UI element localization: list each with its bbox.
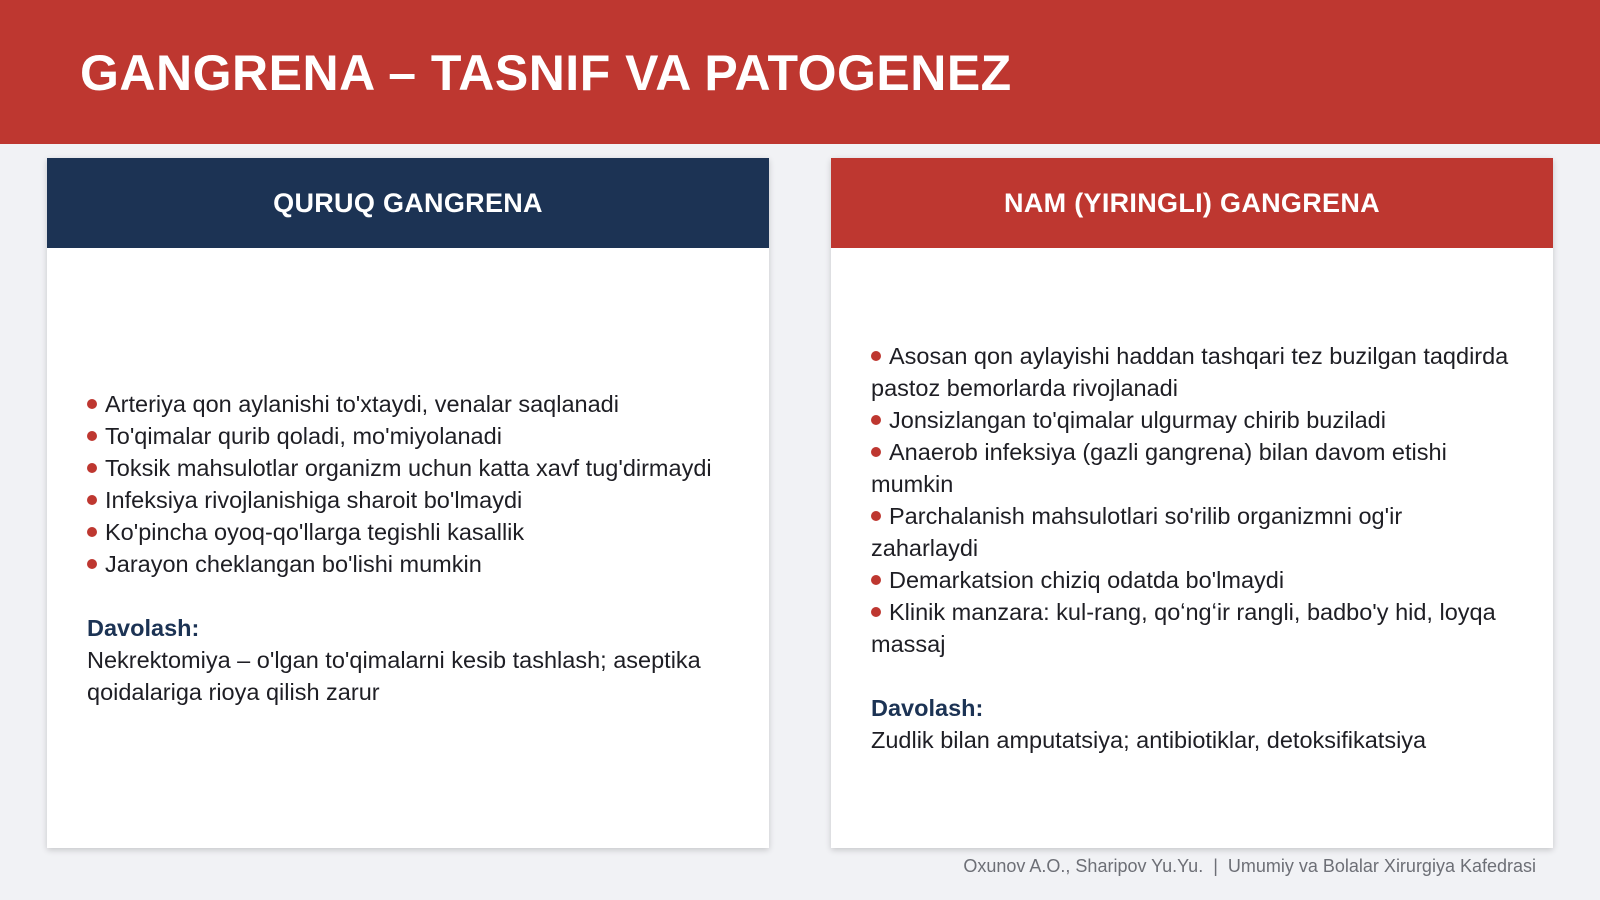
dry-gangrene-card xyxy=(47,158,769,848)
wet-treatment-text: Zudlik bilan amputatsiya; antibiotiklar, detoksifikatsiya xyxy=(871,727,1427,753)
wet-gangrene-heading: NAM (YIRINGLI) GANGRENA xyxy=(831,158,1553,248)
list-item: Anaerob infeksiya (gazli gangrena) bilan davom etishi mumkin xyxy=(871,439,1447,497)
bullet-dot-icon xyxy=(87,463,97,473)
bullet-dot-icon xyxy=(871,415,881,425)
bullet-dot-icon xyxy=(87,495,97,505)
bullet-dot-icon xyxy=(87,559,97,569)
wet-gangrene-list xyxy=(871,340,1513,660)
bullet-dot-icon xyxy=(87,431,97,441)
list-item: Jonsizlangan to'qimalar ulgurmay chirib buziladi xyxy=(871,404,1513,436)
slide-title: GANGRENA – TASNIF VA PATOGENEZ xyxy=(80,45,1012,101)
list-item: Klinik manzara: kul-rang, qoʻngʻir rangli, badbo'y hid, loyqa massaj xyxy=(871,599,1496,657)
bullet-dot-icon xyxy=(871,351,881,361)
list-item: Asosan qon aylayishi haddan tashqari tez buzilgan taqdirda pastoz bemorlarda rivojlanadi xyxy=(871,343,1509,401)
bullet-dot-icon xyxy=(87,527,97,537)
bullet-dot-icon xyxy=(871,511,881,521)
list-item: Demarkatsion chiziq odatda bo'lmaydi xyxy=(871,564,1513,596)
list-item: Jarayon cheklangan bo'lishi mumkin xyxy=(87,548,729,580)
dry-gangrene-heading: QURUQ GANGRENA xyxy=(47,158,769,248)
footer-department: Umumiy va Bolalar Xirurgiya Kafedrasi xyxy=(1227,856,1536,876)
footer-separator: | xyxy=(1213,856,1218,876)
list-item: Arteriya qon aylanishi to'xtaydi, venalar saqlanadi xyxy=(87,388,729,420)
wet-treatment-label: Davolash: xyxy=(871,695,984,721)
list-item: Parchalanish mahsulotlari so'rilib organizmni og'ir zaharlaydi xyxy=(871,503,1403,561)
list-item: Toksik mahsulotlar organizm uchun katta xavf tug'dirmaydi xyxy=(87,452,729,484)
dry-gangrene-body xyxy=(87,248,729,848)
title-banner xyxy=(0,0,1600,144)
bullet-dot-icon xyxy=(871,447,881,457)
footer-authors: Oxunov A.O., Sharipov Yu.Yu. xyxy=(963,856,1204,876)
wet-gangrene-body xyxy=(871,248,1513,848)
list-item: To'qimalar qurib qoladi, mo'miyolanadi xyxy=(87,420,729,452)
dry-treatment-text: Nekrektomiya – o'lgan to'qimalarni kesib tashlash; aseptika qoidalariga rioya qilish zarur xyxy=(87,647,701,705)
bullet-dot-icon xyxy=(871,607,881,617)
dry-gangrene-list xyxy=(87,388,729,580)
bullet-dot-icon xyxy=(871,575,881,585)
list-item: Ko'pincha oyoq-qo'llarga tegishli kasallik xyxy=(87,516,729,548)
bullet-dot-icon xyxy=(87,399,97,409)
dry-treatment-label: Davolash: xyxy=(87,615,200,641)
list-item: Infeksiya rivojlanishiga sharoit bo'lmaydi xyxy=(87,484,729,516)
wet-gangrene-card xyxy=(831,158,1553,848)
slide-footer xyxy=(963,856,1536,877)
